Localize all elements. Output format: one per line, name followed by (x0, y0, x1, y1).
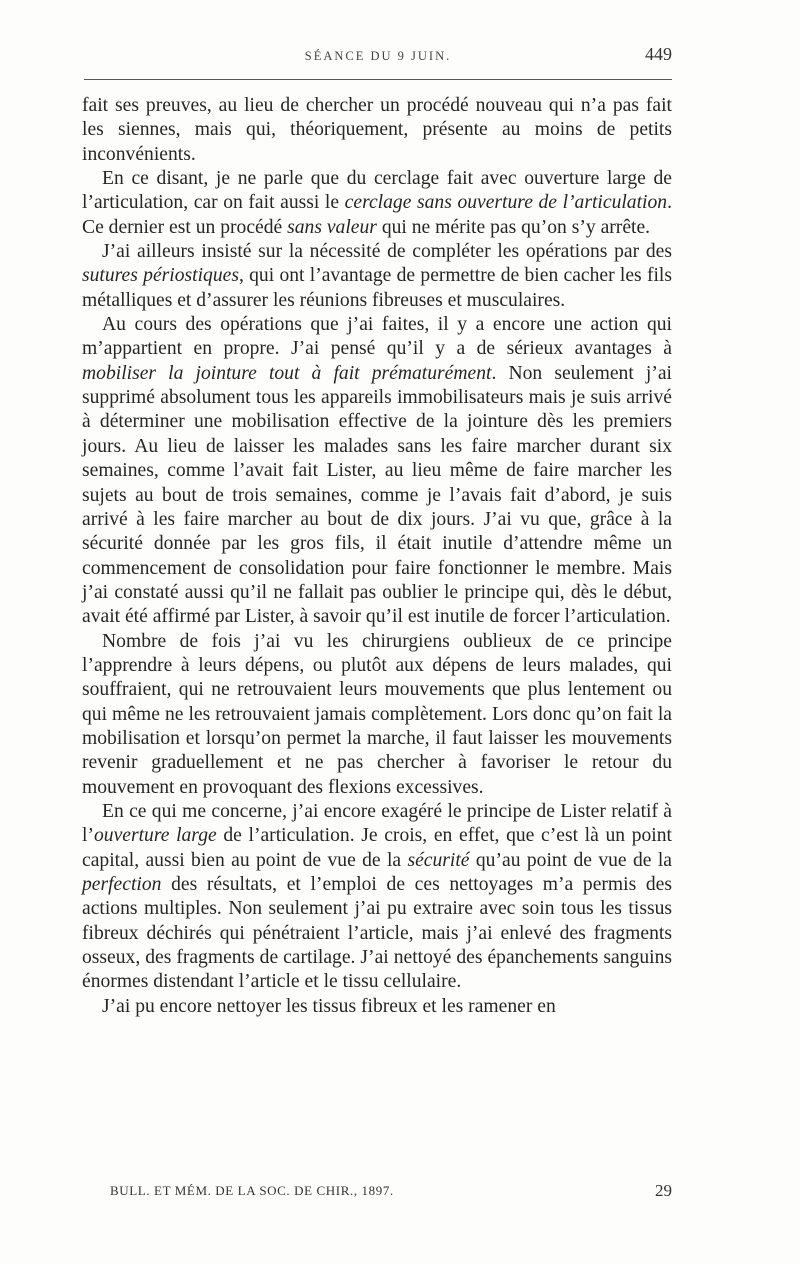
italic-run: sécurité (407, 849, 470, 871)
italic-run: perfection (82, 874, 162, 895)
paragraph (82, 995, 672, 1019)
paragraph (82, 167, 672, 240)
italic-run: ouverture large (93, 825, 217, 847)
text-run: qu’au point de vue de la (469, 849, 672, 871)
italic-run: cerclage sans ouverture de l’articulation (344, 192, 668, 214)
text-run: Au cours des opérations que j’ai faites, il y a encore une action qui m’appartient en propre. J’ai pensé qu’il y a de sérieux avantages à (82, 314, 672, 360)
header-rule (84, 79, 672, 80)
paragraph (82, 94, 672, 167)
journal-reference: BULL. ET MÉM. DE LA SOC. DE CHIR., 1897. (110, 1183, 394, 1198)
text-run: Nombre de fois j’ai vu les chirurgiens oublieux de ce principe l’apprendre à leurs dépens, ou plutôt aux dépens de leurs malades, qui souffraient, qui ne retrouvaient leurs mouvements que plus lentement ou qui même ne les retrouvaient jamais complètement. Lors donc qu’on fait la mobilisation et lorsqu’on permet la marche, il faut laisser les mouvements revenir graduellement et ne pas chercher à favoriser le retour du mouvement en provoquant des flexions excessives. (82, 630, 672, 798)
text-run: J’ai pu encore nettoyer les tissus fibreux et les ramener en (102, 995, 556, 1017)
signature-mark: 29 (655, 1181, 672, 1200)
body-text (82, 94, 672, 1019)
paragraph (82, 240, 672, 313)
text-run: . Non seulement j’ai supprimé absolument tous les appareils immobilisateurs mais je suis arrivé à déterminer une mobilisation effective de la jointure dès les premiers jours. Au lieu de laisser les malades sans les faire marcher durant six semaines, comme l’avait fait Lister, au lieu même de faire marcher les sujets au bout de trois semaines, comme je l’avais fait d’abord, je suis arrivé à les faire marcher au bout de dix jours. J’ai vu que, grâce à la sécurité donnée par les gros fils, il était inutile d’attendre même un commencement de consolidation pour faire fonctionner le membre. Mais j’ai constaté aussi qu’il ne fallait pas oublier le principe qui, dès le début, avait été affirmé par Lister, à savoir qu’il est inutile de forcer l’articulation. (82, 362, 672, 628)
text-run: J’ai ailleurs insisté sur la nécessité de compléter les opérations par des (102, 241, 672, 263)
page-footer (110, 1181, 672, 1205)
paragraph (82, 800, 672, 995)
page-number: 449 (645, 44, 672, 64)
text-run: En ce disant, je ne parle que du cerclage fait avec ouverture large de l’articulation, car on fait aussi le (82, 168, 672, 214)
text-run: qui ne mérite pas qu’on s’y arrête. (376, 216, 651, 238)
paragraph (82, 313, 672, 629)
italic-run: mobiliser la jointure tout à fait prématurément (82, 362, 492, 384)
running-title: SÉANCE DU 9 JUIN. (304, 49, 452, 63)
paragraph (82, 630, 672, 800)
italic-run: sutures périostiques (82, 265, 239, 287)
text-run: , qui ont l’avantage de permettre de bien cacher les fils métalliques et d’assurer les réunions fibreuses et musculaires. (82, 265, 672, 311)
text-run: En ce qui me concerne, j’ai encore exagéré le principe de Lister relatif à l’ (82, 800, 672, 847)
italic-run: sans valeur (287, 216, 377, 238)
text-run: de l’articulation. Je crois, en effet, que c’est là un point capital, aussi bien au point de vue de la (82, 825, 672, 871)
text-run: fait ses preuves, au lieu de chercher un procédé nouveau qui n’a pas fait les siennes, mais qui, théoriquement, présente au moins de petits inconvénients. (82, 95, 672, 165)
running-head (84, 44, 672, 70)
text-run: des résultats, et l’emploi de ces nettoyages m’a permis des actions multiples. Non seulement j’ai pu extraire avec soin tous les tissus fibreux déchirés qui pénétraient l’article, mais j’ai enlevé des fragments osseux, des fragments de cartilage. J’ai nettoyé des épanchements sanguins énormes distendant l’article et le tissu cellulaire. (82, 874, 672, 993)
text-run: . Ce dernier est un procédé (82, 192, 672, 238)
